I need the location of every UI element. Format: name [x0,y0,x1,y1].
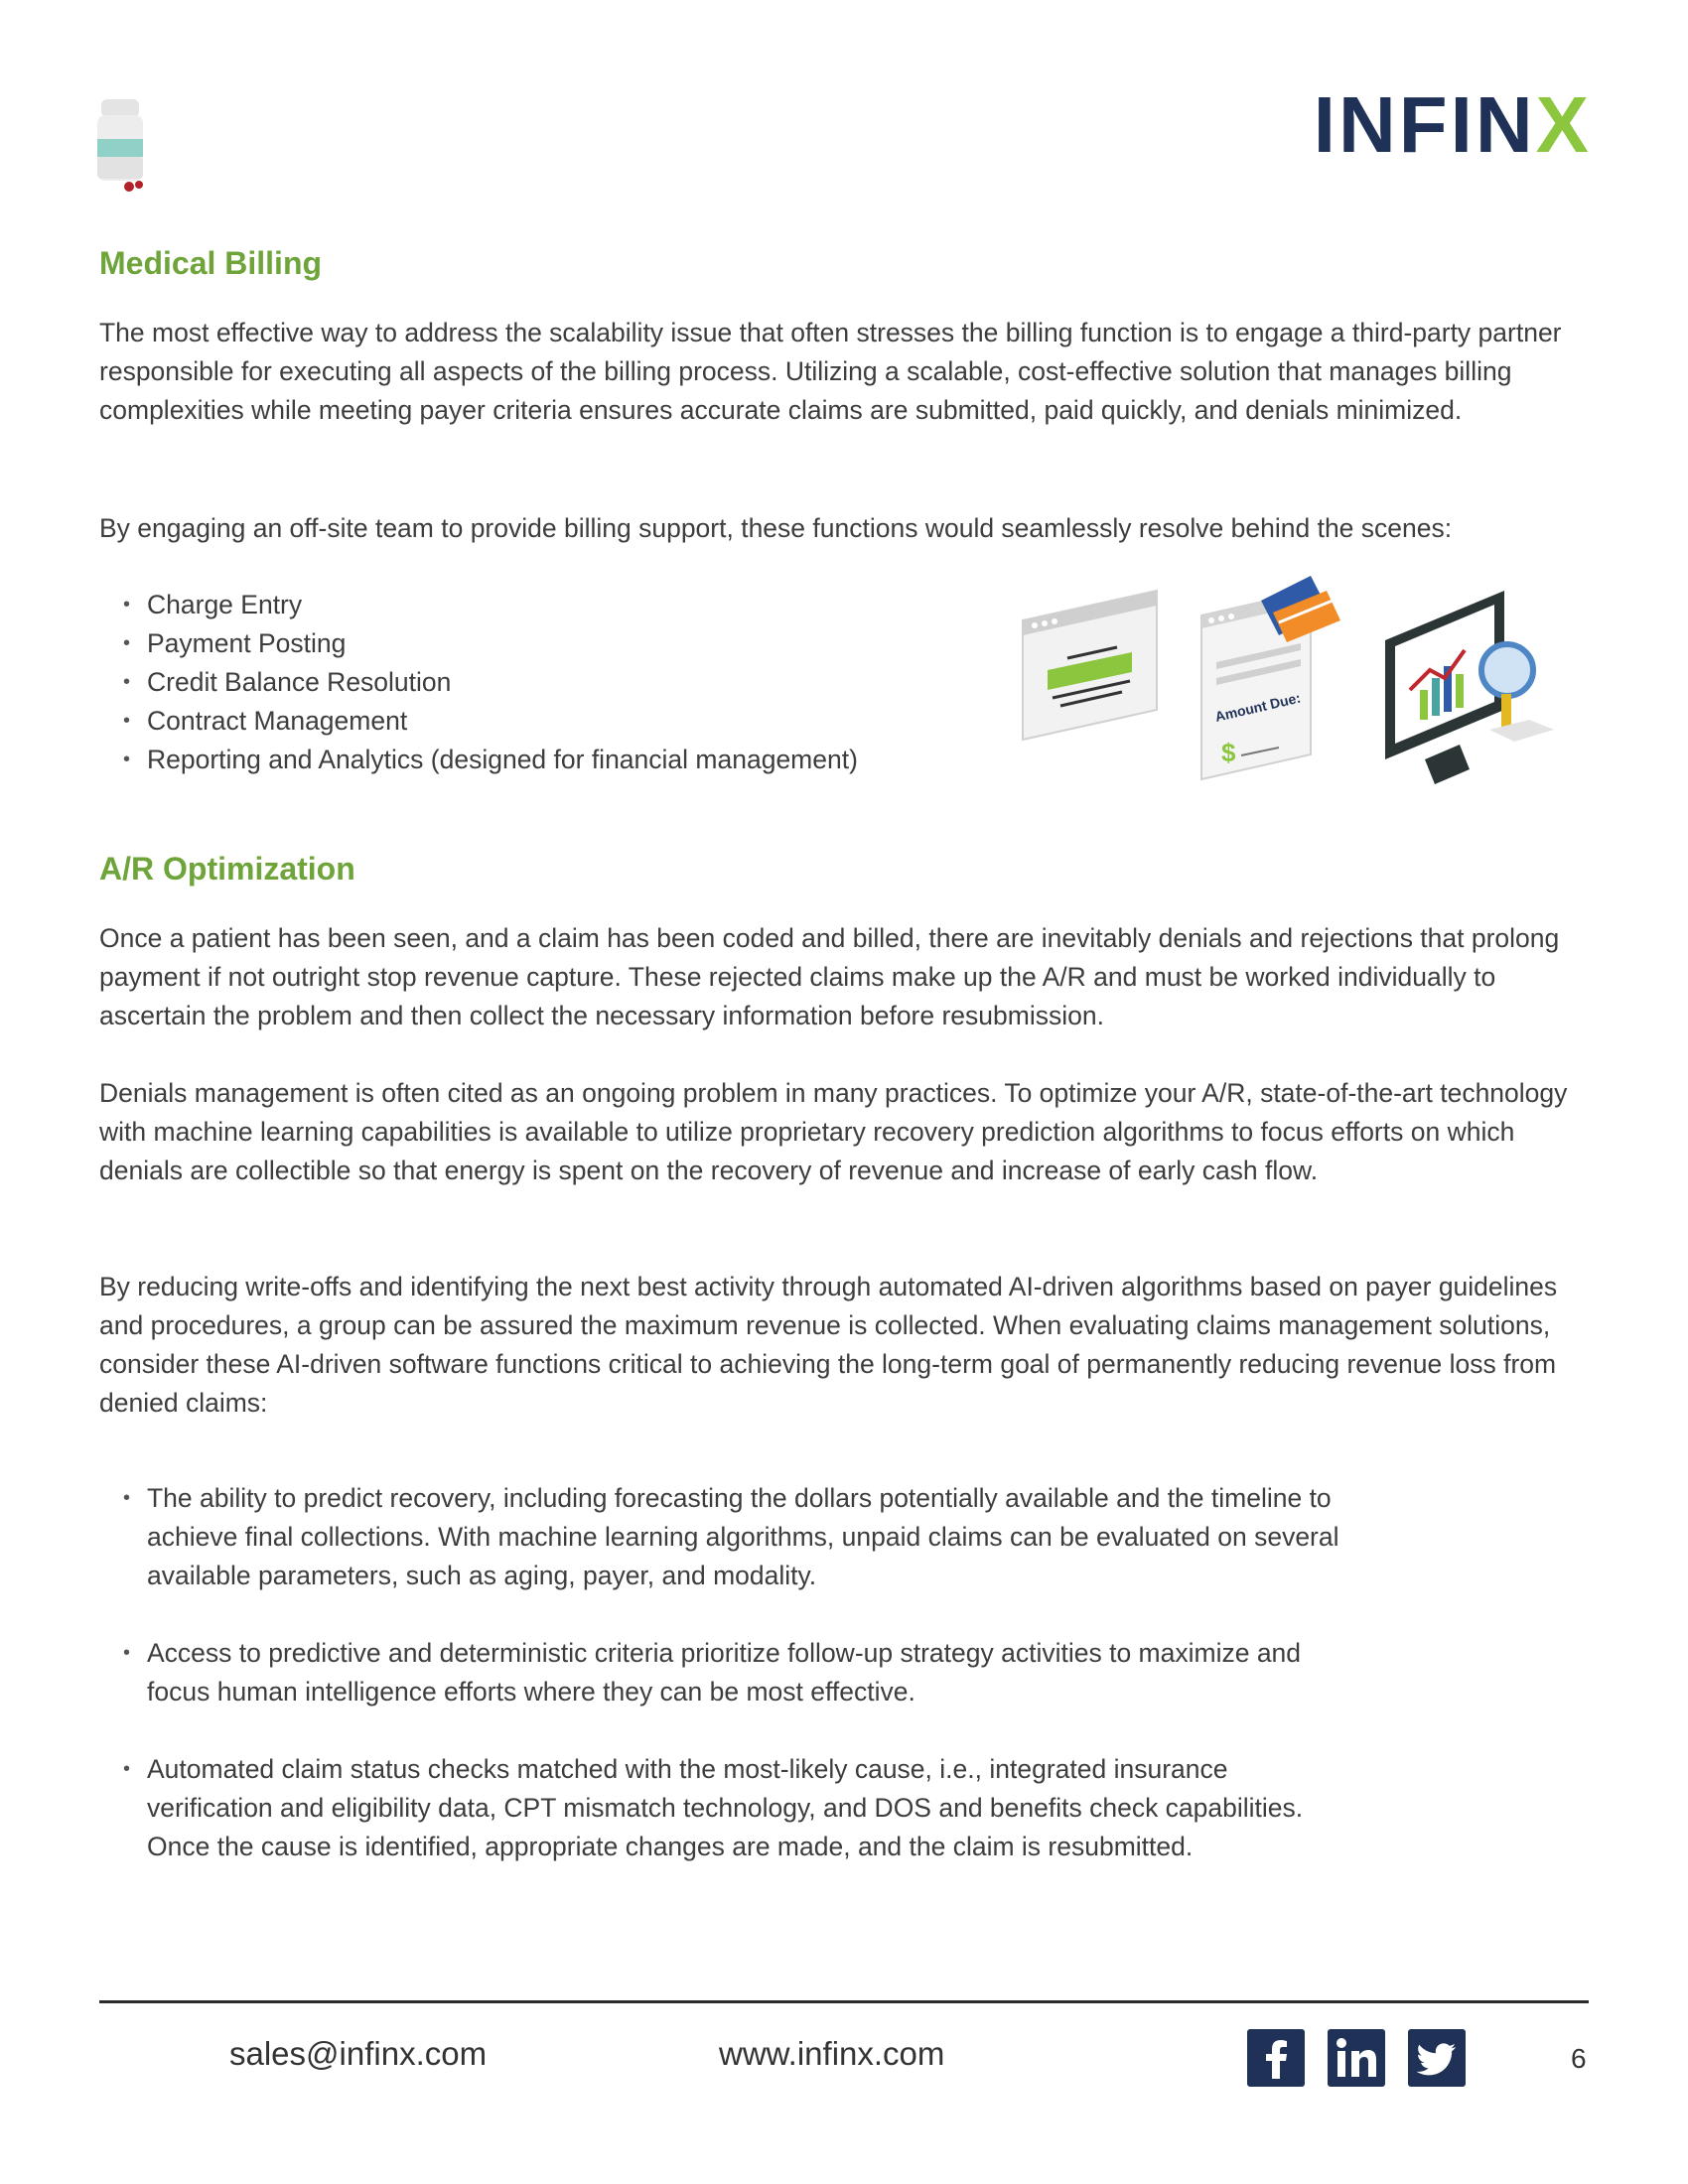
infinx-logo: INFINX [1313,80,1592,169]
amount-due-label: Amount Due: [1213,689,1303,725]
section-heading-ar-optimization: A/R Optimization [99,851,355,887]
footer-email-link[interactable]: sales@infinx.com [229,2035,488,2072]
paragraph: The most effective way to address the scalability issue that often stresses the billing function is to engage a third-party partner responsible for executing all aspects of the billing process. Utilizing a scalable, cost-effective solution that manages billing complexities while meeting payer criteria ensures accurate claims are submitted, paid quickly, and denials minimized. [99,318,1562,425]
pill-bottle-icon [95,95,157,203]
paragraph: By engaging an off-site team to provide billing support, these functions would seamlessly resolve behind the scenes: [99,513,1453,543]
facebook-icon[interactable] [1247,2029,1305,2087]
list-item: • Charge Entry [99,586,858,624]
ai-functions-list [99,1479,1350,1905]
invoice-icon [1201,576,1340,779]
section-heading-medical-billing: Medical Billing [99,245,323,281]
billing-illustrations [1013,571,1569,799]
list-item: • Automated claim status checks matched with the most-likely cause, i.e., integrated insurance verification and eligibility data, CPT mismatch technology, and DOS and benefits check capabilities. Once the cause is identified, appropriate changes are made, and the claim is resubmitted. [99,1750,1350,1866]
twitter-icon[interactable] [1408,2029,1466,2087]
list-item: • Payment Posting [99,624,858,663]
page-number: 6 [1571,2043,1587,2074]
billing-functions-list [99,586,858,779]
list-item: • Contract Management [99,702,858,741]
analytics-monitor-icon [1385,591,1554,784]
linkedin-icon[interactable] [1328,2029,1385,2087]
footer-divider [99,2000,1589,2003]
footer-website-link[interactable]: www.infinx.com [719,2035,945,2072]
browser-window-icon [1023,591,1157,740]
list-item: • The ability to predict recovery, including forecasting the dollars potentially available and the timeline to achieve final collections. With machine learning algorithms, unpaid claims can be evaluated on several available parameters, such as aging, payer, and modality. [99,1479,1350,1595]
paragraph: Denials management is often cited as an ongoing problem in many practices. To optimize your A/R, state-of-the-art technology with machine learning capabilities is available to utilize proprietary recovery prediction algorithms to focus efforts on which denials are collectible so that energy is spent on the recovery of revenue and increase of early cash flow. [99,1078,1568,1185]
paragraph: Once a patient has been seen, and a claim has been coded and billed, there are inevitably denials and rejections that prolong payment if not outright stop revenue capture. These rejected claims make up the A/R and must be worked individually to ascertain the problem and then collect the necessary information before resubmission. [99,923,1560,1030]
paragraph: By reducing write-offs and identifying the next best activity through automated AI-driven algorithms based on payer guidelines and procedures, a group can be assured the maximum revenue is collected. When evaluating claims management solutions, consider these AI-driven software functions critical to achieving the long-term goal of permanently reducing revenue loss from denied claims: [99,1272,1558,1418]
list-item: • Reporting and Analytics (designed for financial management) [99,741,858,779]
dollar-sign: $ [1221,738,1236,767]
list-item: • Access to predictive and deterministic criteria prioritize follow-up strategy activities to maximize and focus human intelligence efforts where they can be most effective. [99,1634,1350,1711]
list-item: • Credit Balance Resolution [99,663,858,702]
